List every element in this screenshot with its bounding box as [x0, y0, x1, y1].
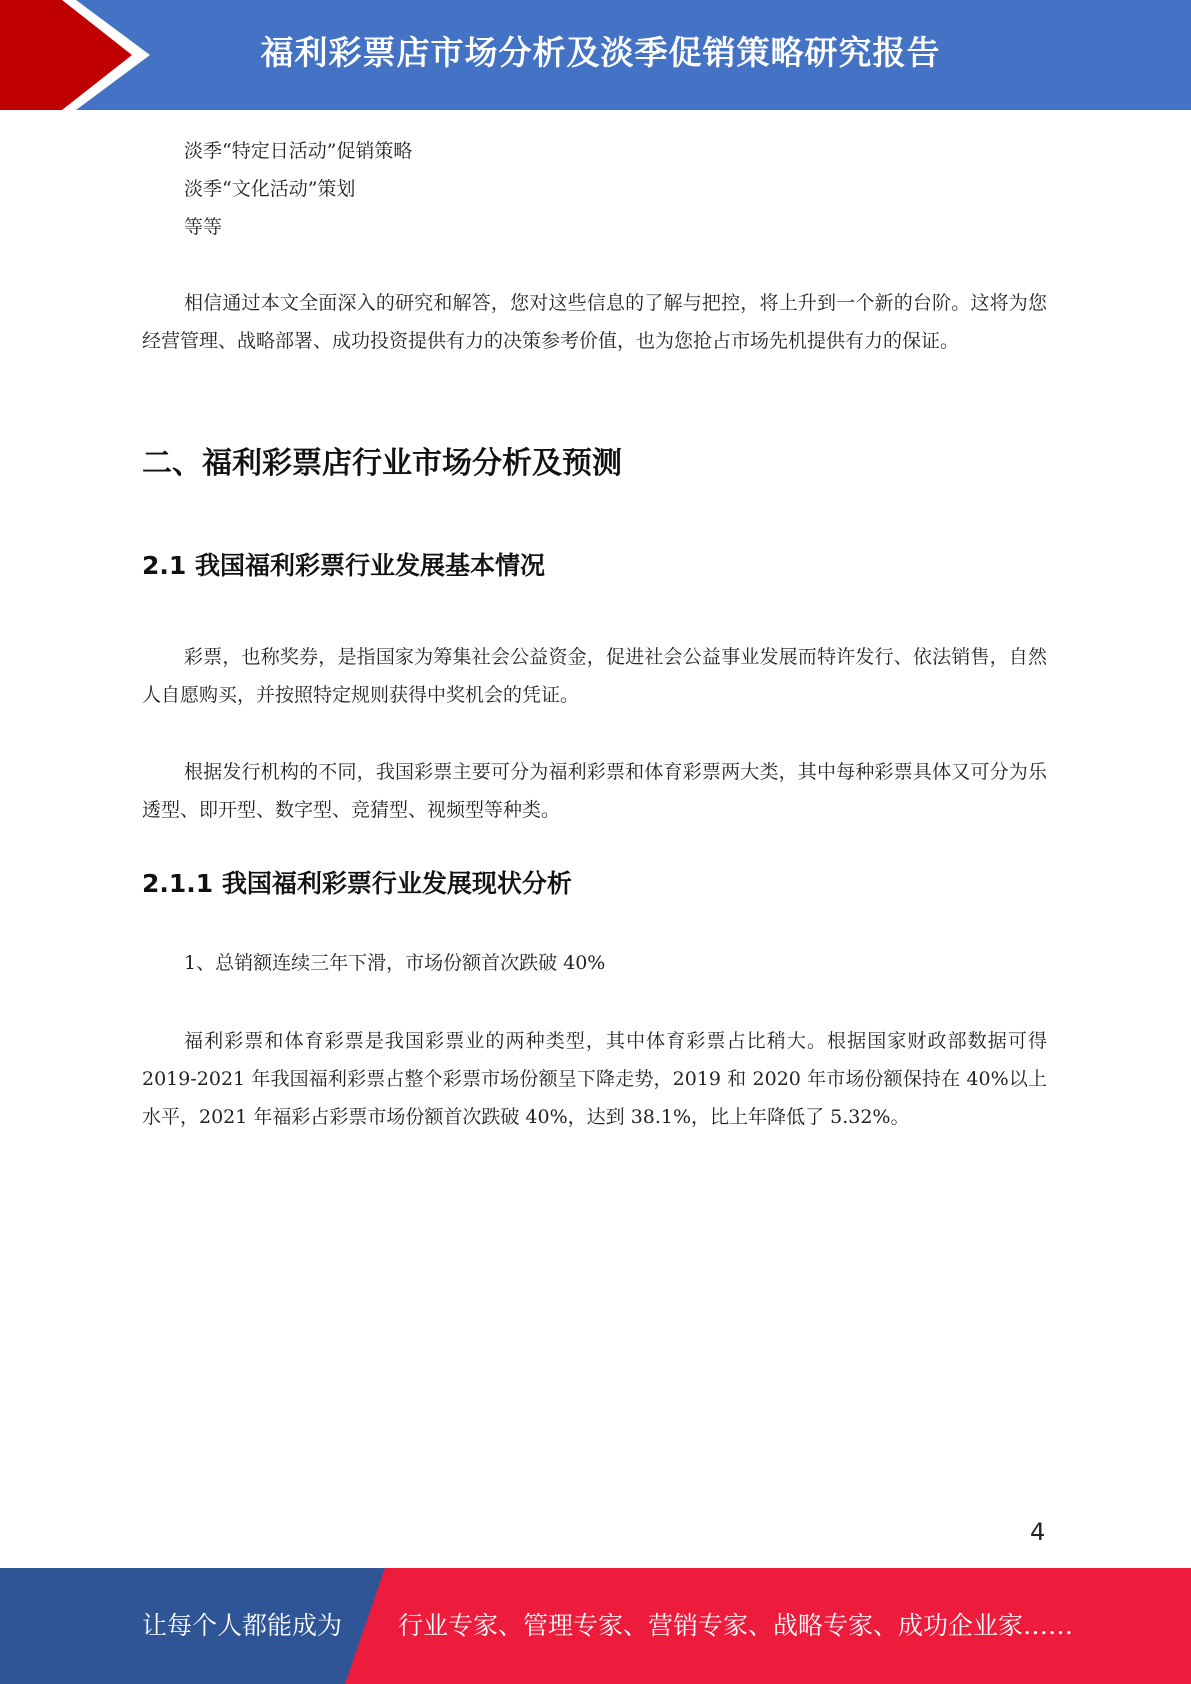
section-heading: 二、福利彩票店行业市场分析及预测 — [142, 446, 622, 481]
page-footer — [0, 1568, 1191, 1684]
subsubsection-heading: 2.1.1 我国福利彩票行业发展现状分析 — [142, 869, 572, 898]
page-number: 4 — [1030, 1518, 1046, 1546]
footer-slogan-left: 让每个人都能成为 — [142, 1611, 343, 1640]
footer-slogan-right: 行业专家、管理专家、营销专家、战略专家、成功企业家…… — [398, 1611, 1074, 1640]
body-paragraph: 根据发行机构的不同，我国彩票主要可分为福利彩票和体育彩票两大类，其中每种彩票具体又可分为乐透型、即开型、数字型、竞猜型、视频型等种类。 — [142, 761, 1047, 821]
subsection-heading: 2.1 我国福利彩票行业发展基本情况 — [142, 551, 545, 580]
point-item: 1、总销额连续三年下滑，市场份额首次跌破 40% — [184, 952, 606, 974]
page-header — [0, 0, 1191, 110]
body-paragraph: 彩票，也称奖券，是指国家为筹集社会公益资金，促进社会公益事业发展而特许发行、依法销售，自然人自愿购买，并按照特定规则获得中奖机会的凭证。 — [142, 646, 1047, 706]
list-item: 淡季“特定日活动”促销策略 — [184, 140, 413, 162]
header-title: 福利彩票店市场分析及淡季促销策略研究报告 — [260, 33, 941, 72]
intro-paragraph: 相信通过本文全面深入的研究和解答，您对这些信息的了解与把控，将上升到一个新的台阶。这将为您经营管理、战略部署、成功投资提供有力的决策参考价值，也为您抢占市场先机提供有力的保证。 — [142, 292, 1047, 352]
body-paragraph: 福利彩票和体育彩票是我国彩票业的两种类型，其中体育彩票占比稍大。根据国家财政部数据可得 2019-2021 年我国福利彩票占整个彩票市场份额呈下降走势，2019 和 2020 年市场份额保持在 40%以上水平，2021 年福彩占彩票市场份额首次跌破 40%，达到 38.1%，比上年降低了 5.32%。 — [142, 1030, 1047, 1128]
list-item: 等等 — [184, 216, 223, 238]
list-item: 淡季“文化活动”策划 — [184, 178, 356, 200]
